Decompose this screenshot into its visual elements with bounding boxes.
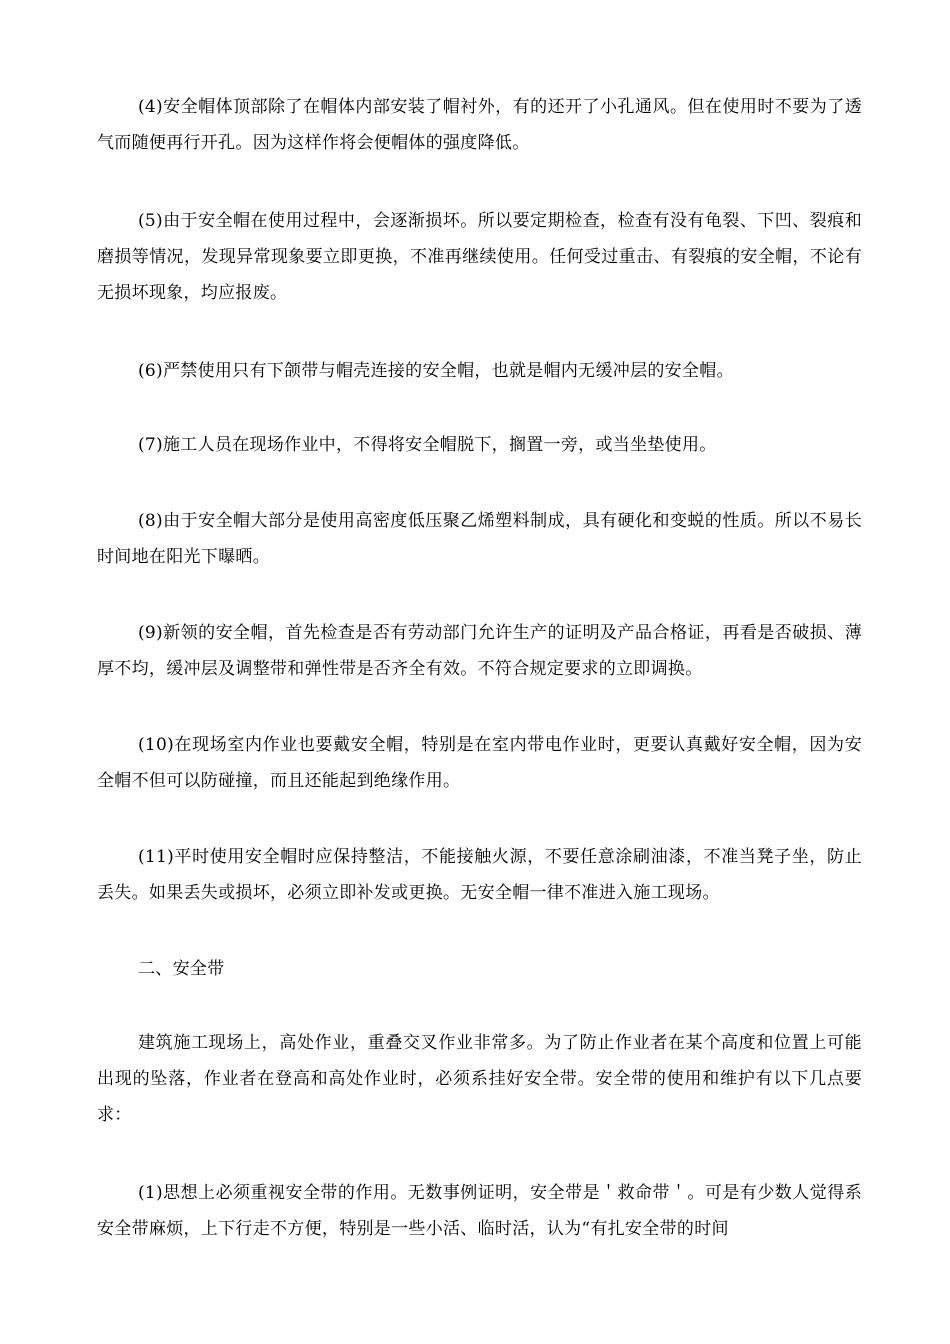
paragraph-safety-belt-intro: 建筑施工现场上，高处作业，重叠交叉作业非常多。为了防止作业者在某个高度和位置上可能出现的坠落，作业者在登高和高处作业时，必须系挂好安全带。安全带的使用和维护有以下几点要求： [97,1033,862,1125]
paragraph-helmet-item-8: (8)由于安全帽大部分是使用高密度低压聚乙烯塑料制成，具有硬化和变蜕的性质。所以不易长时间地在阳光下曝晒。 [97,511,862,567]
paragraph-belt-item-1: (1)思想上必须重视安全带的作用。无数事例证明，安全带是＇救命带＇。可是有少数人觉得系安全带麻烦，上下行走不方便，特别是一些小活、临时活，认为“有扎安全带的时间 [97,1183,862,1239]
paragraph-helmet-item-5: (5)由于安全帽在使用过程中，会逐渐损坏。所以要定期检查，检查有没有龟裂、下凹、裂痕和磨损等情况，发现异常现象要立即更换，不准再继续使用。任何受过重击、有裂痕的安全帽，不论有无损坏现象，均应报废。 [97,211,862,303]
paragraph-helmet-item-6: (6)严禁使用只有下颌带与帽壳连接的安全帽，也就是帽内无缓冲层的安全帽。 [138,361,734,381]
paragraph-helmet-item-4: (4)安全帽体顶部除了在帽体内部安装了帽衬外，有的还开了小孔通风。但在使用时不要为了透气而随便再行开孔。因为这样作将会便帽体的强度降低。 [97,97,862,153]
section-heading-safety-belt: 二、安全带 [138,959,225,979]
paragraph-helmet-item-10: (10)在现场室内作业也要戴安全帽，特别是在室内带电作业时，更要认真戴好安全帽，因为安全帽不但可以防碰撞，而且还能起到绝缘作用。 [97,735,862,791]
paragraph-helmet-item-9: (9)新领的安全帽，首先检查是否有劳动部门允许生产的证明及产品合格证，再看是否破损、薄厚不均，缓冲层及调整带和弹性带是否齐全有效。不符合规定要求的立即调换。 [97,623,862,679]
paragraph-helmet-item-7: (7)施工人员在现场作业中，不得将安全帽脱下，搁置一旁，或当坐垫使用。 [138,435,717,455]
paragraph-helmet-item-11: (11)平时使用安全帽时应保持整洁，不能接触火源，不要任意涂刷油漆，不准当凳子坐，防止丢失。如果丢失或损坏，必须立即补发或更换。无安全帽一律不准进入施工现场。 [97,847,862,903]
